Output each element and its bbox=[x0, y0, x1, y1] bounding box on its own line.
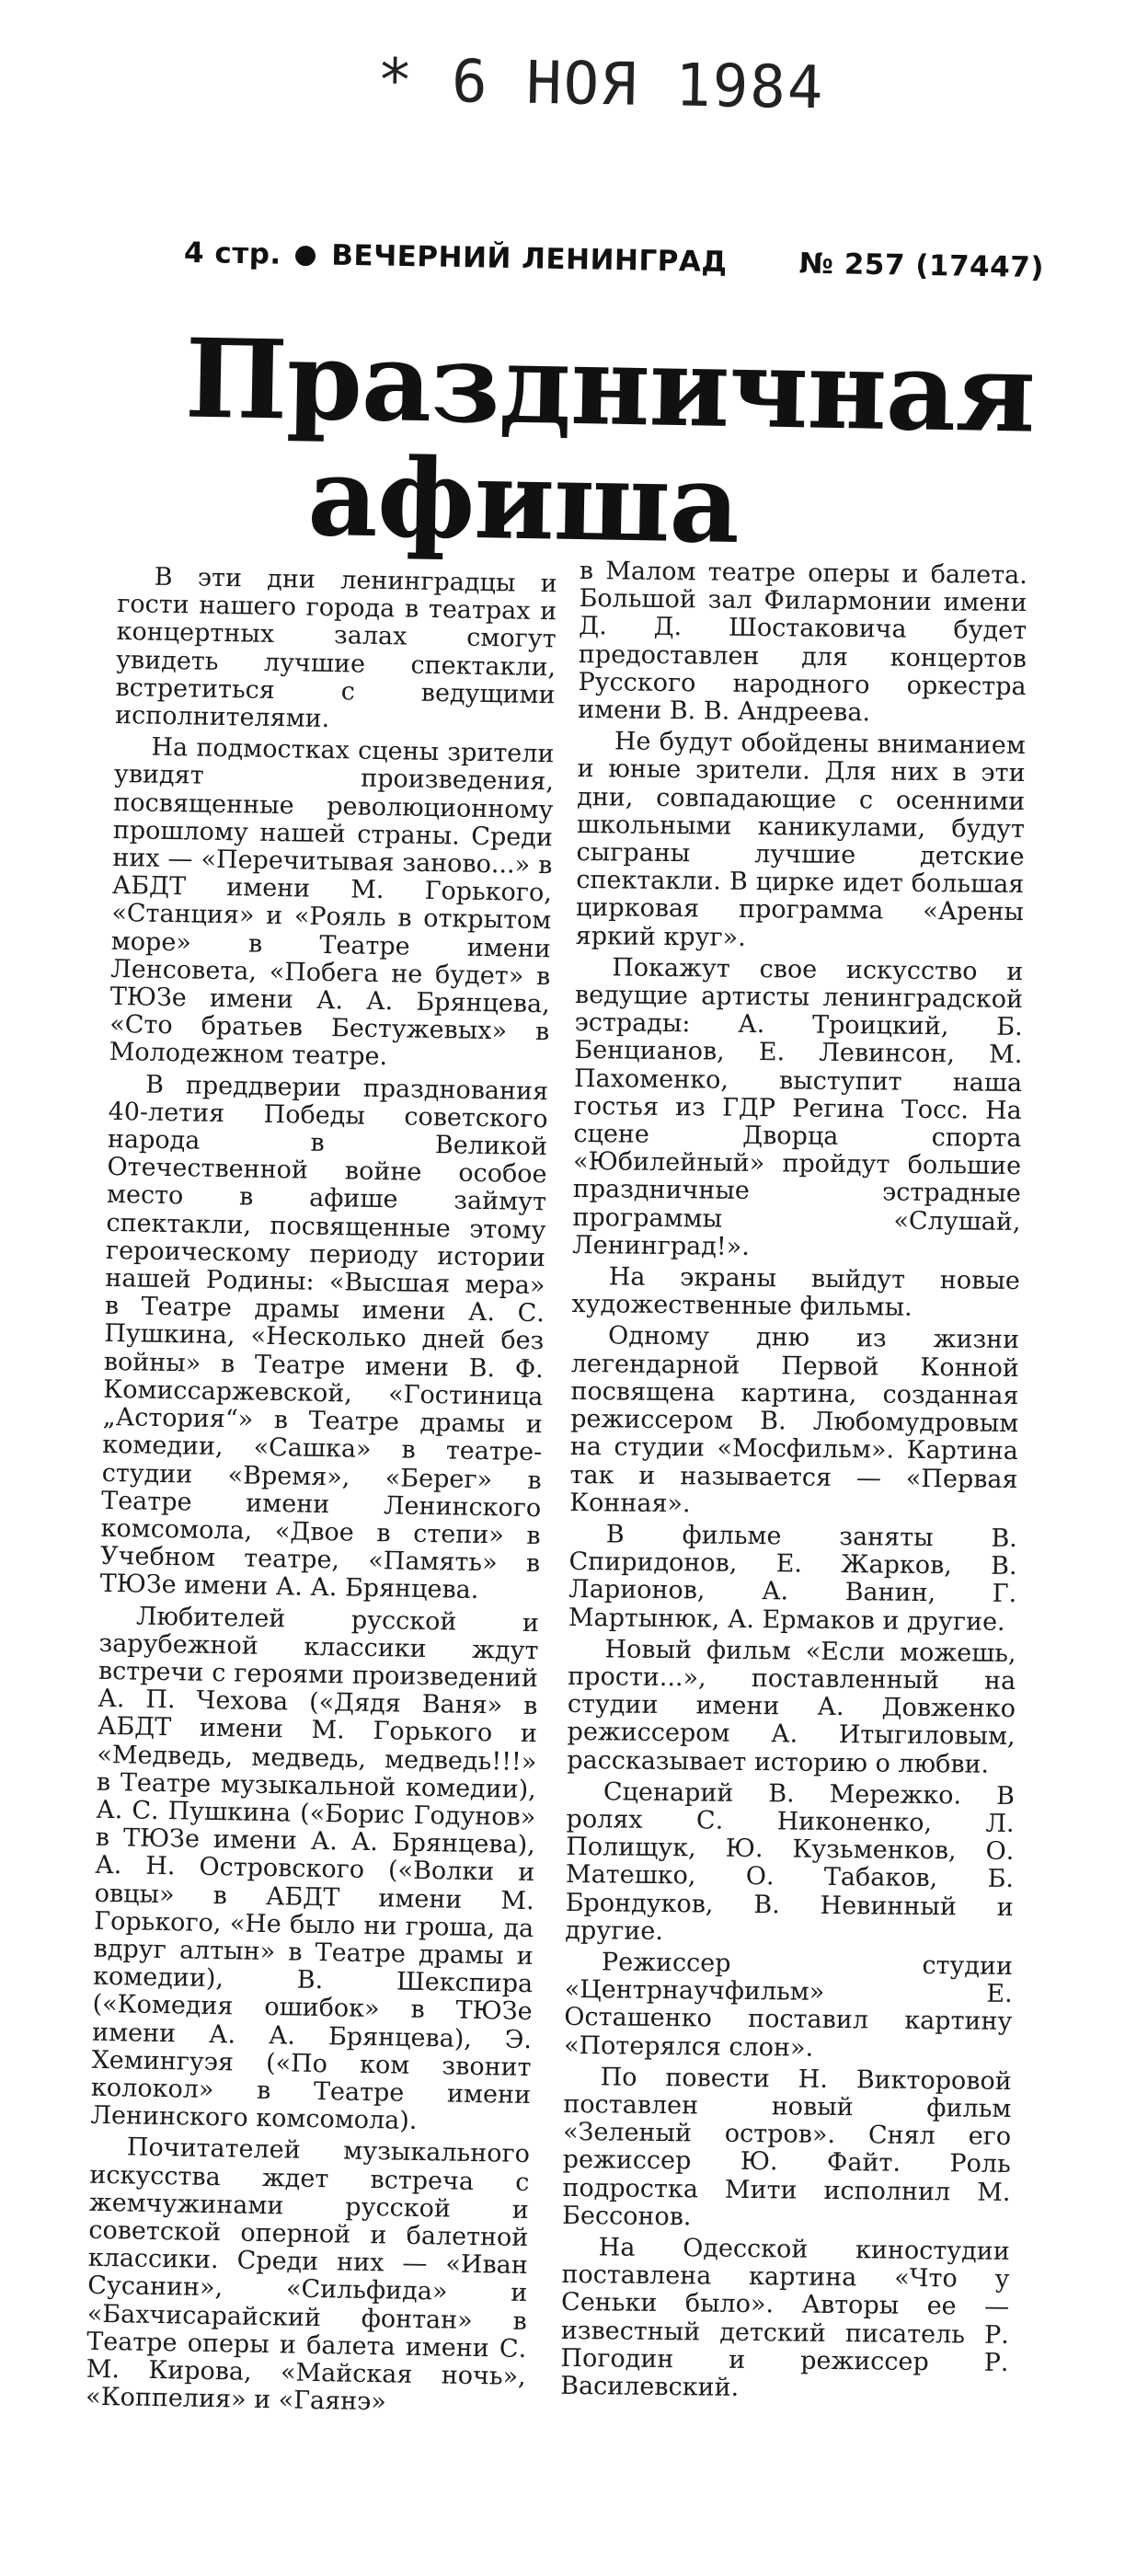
paragraph: В преддверии празднования 40-летия Победы советского народа в Великой Отечественной войне особое место в афише займут спектакли, посвященные этому героическому периоду истории нашей Родины: «Высшая мера» в Театре драмы имени А. С. Пушкина, «Несколько дней без войны» в Театре имени В. Ф. Комиссаржевской, «Гостиница „Астория“» в Театре драмы и комедии, «Сашка» в театре-студии «Время», «Берег» в Театре имени Ленинского комсомола, «Двое в степи» в Учебном театре, «Память» в ТЮЗе имени А. А. Брянцева. bbox=[99, 1070, 549, 1605]
paragraph: На Одесской киностудии поставлена картина «Что у Сеньки было». Авторы ее — известный детский писатель Р. Погодин и режиссер Р. Василевский. bbox=[560, 2233, 1010, 2402]
date-stamp: * 6 НОЯ 1984 bbox=[376, 46, 825, 123]
paragraph: В эти дни ленинградцы и гости нашего города в театрах и концертных залах смогут увидеть лучшие спектакли, встретиться с ведущими исполнителями. bbox=[114, 562, 557, 734]
right-column bbox=[560, 558, 1027, 2409]
issue-number: № 257 (17447) bbox=[798, 247, 1045, 285]
paragraph: Новый фильм «Если можешь, прости...», поставленный на студии имени А. Довженко режиссером А. Итыгиловым, рассказывает историю о любви. bbox=[567, 1635, 1016, 1779]
newspaper-name: ВЕЧЕРНИЙ ЛЕНИНГРАД bbox=[331, 238, 728, 280]
paragraph: На экраны выйдут новые художественные фильмы. bbox=[571, 1262, 1020, 1323]
paragraph: Сценарий В. Мережко. В ролях С. Никоненко, Л. Полищук, Ю. Кузьменков, О. Матешко, О. Табаков, Б. Брондуков, В. Невинный и другие. bbox=[565, 1777, 1016, 1946]
masthead bbox=[184, 236, 1044, 284]
paragraph: в Малом театре оперы и балета. Большой зал Филармонии имени Д. Д. Шостаковича будет предоставлен для концертов Русского народного оркестра имени В. В. Андреева. bbox=[578, 557, 1027, 728]
paragraph: По повести Н. Викторовой поставлен новый фильм «Зеленый остров». Снял его режиссер Ю. Файт. Роль подростка Мити исполнил М. Бессонов. bbox=[561, 2063, 1012, 2232]
paragraph: Любителей русской и зарубежной классики ждут встречи с героями произведений А. П. Чехова («Дядя Ваня» в АБДТ имени М. Горького и «Медведь, медведь, медведь!!!» в Театре музыкальной комедии), А. С. Пушкина («Борис Годунов» в ТЮЗе имени А. А. Брянцева), А. Н. Островского («Волки и овцы» в АБДТ имени М. Горького, «Не было ни гроша, да вдруг алтын» в Театре драмы и комедии), В. Шекспира («Комедия ошибок» в ТЮЗе имени А. А. Брянцева), Э. Хемингуэя («По ком звонит колокол» в Театре имени Ленинского комсомола). bbox=[90, 1602, 540, 2136]
page-number: 4 стр. bbox=[183, 236, 282, 271]
article-headline bbox=[182, 314, 1036, 569]
headline-line-2: афиша bbox=[306, 431, 740, 569]
paragraph: Покажут свое искусство и ведущие артисты ленинградской эстрады: А. Троицкий, Б. Бенцианов, Е. Левинсон, М. Пахоменко, выступит наша гостья из ГДР Регина Тосс. На сцене Дворца спорта «Юбилейный» пройдут большие праздничные эстрадные программы «Слушай, Ленинград!». bbox=[572, 953, 1024, 1261]
paragraph: Почитателей музыкального искусства ждет встреча с жемчужинами русской и советской оперной и балетной классики. Среди них — «Иван Сусанин», «Сильфида» и «Бахчисарайский фонтан» в Театре оперы и балета имени С. М. Кирова, «Майская ночь», «Коппелия» и «Гаянэ» bbox=[85, 2133, 531, 2417]
paragraph: Режиссер студии «Центрнаучфильм» Е. Осташенко поставил картину «Потерялся слон». bbox=[563, 1948, 1014, 2063]
paragraph: В фильме заняты В. Спиридонов, Е. Жарков, В. Ларионов, А. Ванин, Г. Мартынюк, А. Ермаков и другие. bbox=[568, 1520, 1018, 1637]
left-column bbox=[86, 563, 557, 2422]
bullet-icon bbox=[295, 246, 316, 266]
paragraph: На подмостках сцены зрители увидят произведения, посвященные революционному прошлому нашей страны. Среди них — «Перечитывая заново...» в АБДТ имени М. Горького, «Станция» и «Рояль в открытом море» в Театре имени Ленсовета, «Побега не будет» в ТЮЗе имени А. А. Брянцева, «Сто братьев Бестужевых» в Молодежном театре. bbox=[109, 732, 555, 1072]
paragraph: Не будут обойдены вниманием и юные зрители. Для них в эти дни, совпадающие с осенними школьными каникулами, будут сыграны лучшие детские спектакли. В цирке идет большая цирковая программа «Арены яркий круг». bbox=[575, 727, 1027, 952]
paragraph: Одному дню из жизни легендарной Первой Конной посвящена картина, созданная режиссером В. Любомудровым на студии «Мосфильм». Картина так и называется — «Первая Конная». bbox=[569, 1321, 1020, 1519]
headline-line-1: Праздничная bbox=[183, 314, 1036, 457]
